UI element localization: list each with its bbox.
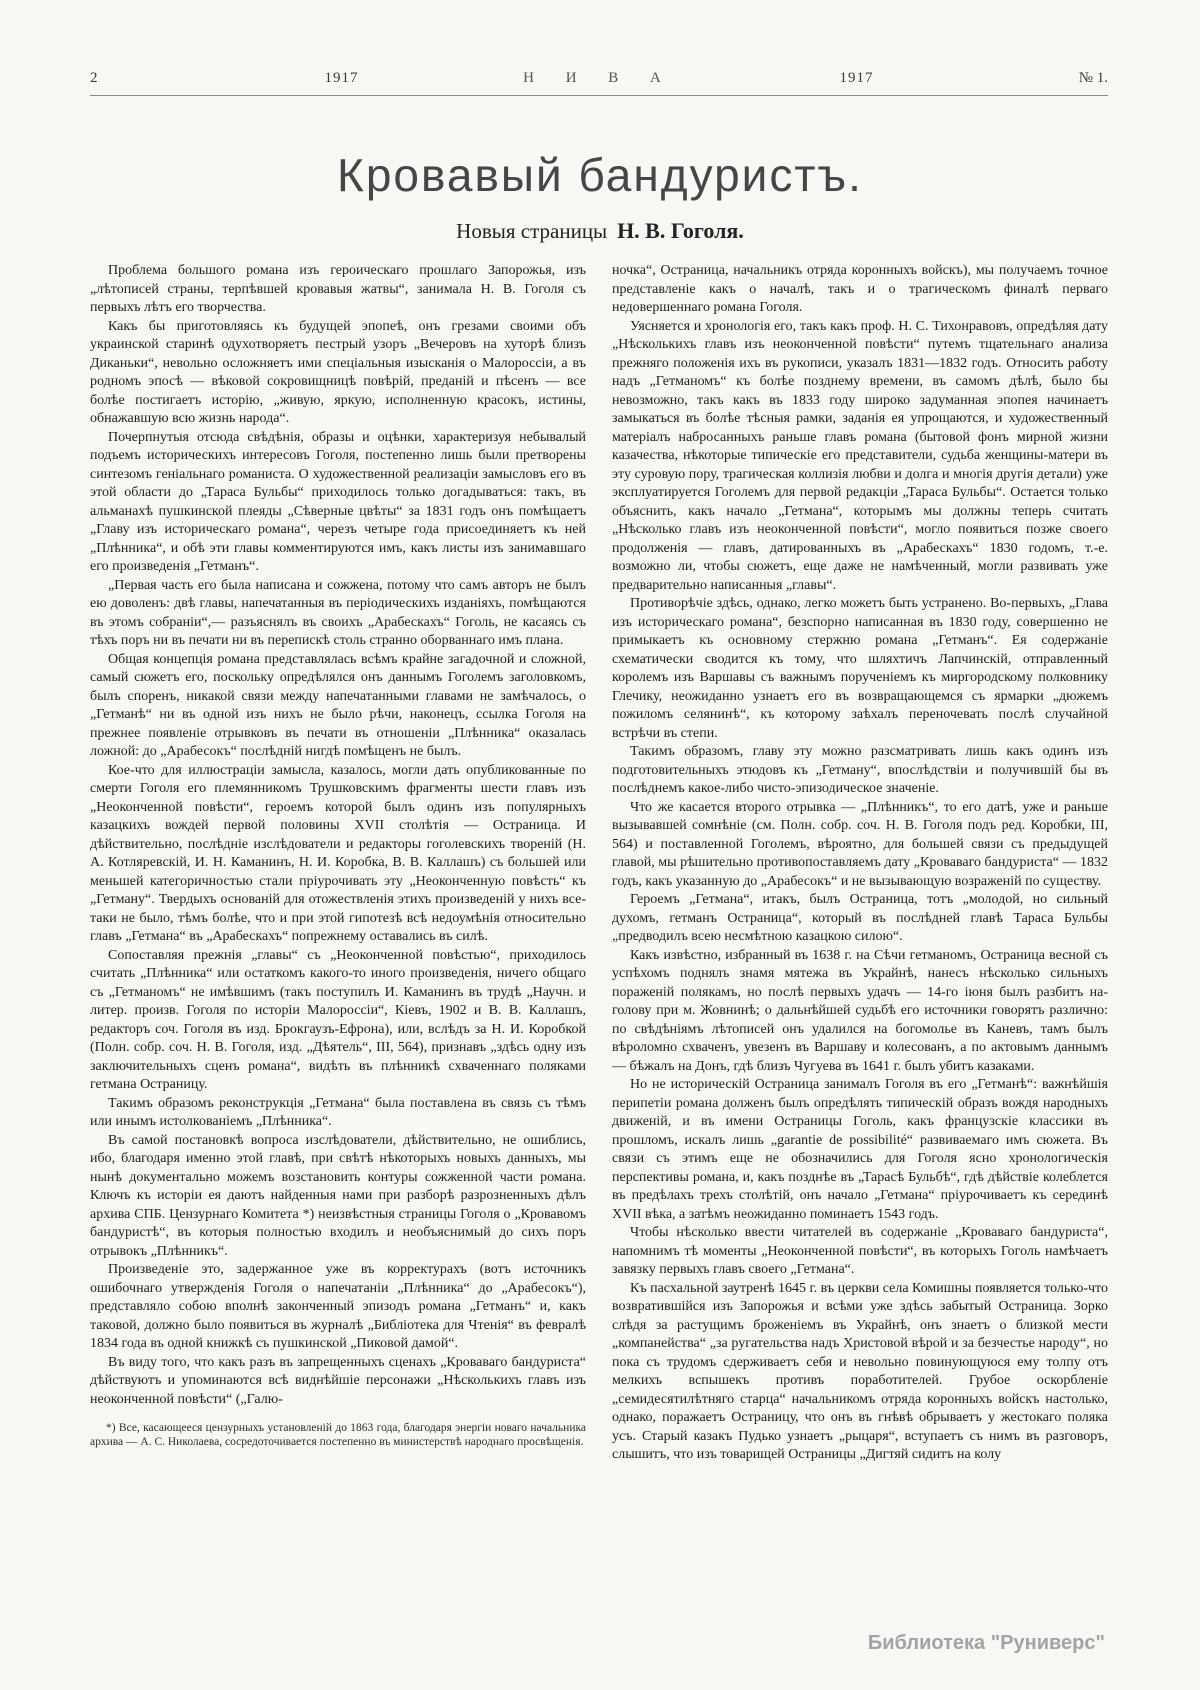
paragraph: Уясняется и хронологія его, такъ какъ проф. Н. С. Тихонравовъ, опредѣляя дату „Нѣсколькихъ главъ изъ неоконченной повѣсти“ путемъ тщательнаго анализа прежняго положенія ихъ въ рукописи, указалъ 1831—1832 годъ. Относить работу надъ „Гетманомъ“ къ болѣе позднему времени, въ самомъ дѣлѣ, было бы невозможно, такъ какъ въ 1833 году широко задуманная эпопея начинаетъ замыкаться въ болѣе тѣсныя рамки, заданія ея упрощаются, и художественный матеріалъ набросанныхъ раньше главъ романа (бытовой фонъ мирной жизни казачества, нѣкоторые типическіе его представители, судьба женщины-матери въ эту суровую пору, трагическая коллизія любви и долга и многія другія детали) уже эксплуатируется Гоголемъ для первой редакціи „Тараса Бульбы“. Остается только объяснить, какъ начало „Гетмана“, которымъ мы должны теперь считать „Нѣсколько главъ изъ неоконченной повѣсти“, могло появиться позже своего продолженія — главъ, датированныхъ въ „Арабескахъ“ 1830 годомъ, т.-е. возможно ли, чтобы сюжетъ, еще даже не намѣченный, могли развивать уже предварительно написанныя „главы“.	[612, 318, 1108, 593]
paragraph: Общая концепція романа представлялась всѣмъ крайне загадочной и сложной, самый сюжетъ его, поскольку опредѣлялся онъ даннымъ Гоголемъ заголовкомъ, былъ споренъ, никакой связи между напечатанными главами не замѣчалось, о „Гетманѣ“ ни въ одной изъ нихъ не было рѣчи, наконецъ, ссылка Гоголя на прежнее появленіе отрывковъ въ печати въ отношеніи „Плѣнника“ оказалась ложной: до „Арабесокъ“ послѣдній нигдѣ помѣщенъ не былъ.	[90, 651, 586, 759]
article-subtitle	[0, 218, 1200, 244]
subtitle-prefix: Новыя страницы	[456, 219, 608, 243]
masthead: Н И В А	[523, 70, 675, 86]
paragraph: Почерпнутыя отсюда свѣдѣнія, образы и оцѣнки, характеризуя небывалый подъемъ историческихъ интересовъ Гоголя, постепенно лишь были претворены синтезомъ геніальнаго романиста. О художественной реализаціи замысловъ его въ этой области до „Тараса Бульбы“ приходилось только догадываться: такъ, въ альманахѣ пушкинской плеяды „Сѣверные цвѣты“ за 1831 годъ онъ помѣщаетъ „Главу изъ историческаго романа“, черезъ четыре года присоединяетъ къ ней „Плѣнника“, и обѣ эти главы комментируются имъ, какъ листы изъ занимавшаго его произведенія „Гетманъ“.	[90, 429, 586, 574]
paragraph: Что же касается второго отрывка — „Плѣнникъ“, то его датѣ, уже и раньше вызывавшей сомнѣніе (см. Полн. собр. соч. Н. В. Гоголя подъ ред. Коробки, III, 564) и поставленной Гоголемъ, вѣроятно, для большей связи съ предыдущей главой, мы рѣшительно противопоставляемъ дату „Кроваваго бандуриста“ — 1832 годъ, какъ указанную до „Арабесокъ“ и не вызывающую возраженій по существу.	[612, 799, 1108, 889]
paragraph: Чтобы нѣсколько ввести читателей въ содержаніе „Кроваваго бандуриста“, напомнимъ тѣ моменты „Неоконченной повѣсти“, въ которыхъ Гоголь намѣчаетъ завязку первыхъ главъ своего „Гетмана“.	[612, 1225, 1108, 1277]
paragraph: Въ самой постановкѣ вопроса изслѣдователи, дѣйствительно, не ошиблись, ибо, благодаря именно этой главѣ, при свѣтѣ нѣкоторыхъ новыхъ данныхъ, мы нынѣ документально можемъ возстановить контуры сожженной части романа. Ключъ къ исторіи ея даютъ найденныя нами при разборѣ разрозненныхъ дѣлъ архива СПБ. Цензурнаго Комитета *) неизвѣстныя страницы Гоголя о „Кровавомъ бандуристѣ“, въ которыя полностью входилъ и необъяснимый до сихъ поръ отрывокъ „Плѣнникъ“.	[90, 1132, 586, 1259]
paragraph: Такимъ образомъ реконструкція „Гетмана“ была поставлена въ связь съ тѣмъ или инымъ истолкованіемъ „Плѣнника“.	[90, 1095, 586, 1129]
year-right: 1917	[839, 70, 874, 86]
paragraph: Но не историческій Остраница занималъ Гоголя въ его „Гетманѣ“: важнѣйшія перипетіи романа долженъ былъ опредѣлять типическій образъ вождя народныхъ движеній, и въ имени Остраницы Гоголь, какъ французскіе классики въ прошломъ, искалъ лишь „garantie de possibilité“ развиваемаго имъ сюжета. Въ связи съ этимъ еще не обозначились для Гоголя ясно хронологическія перспективы романа, и, какъ позднѣе въ „Тарасѣ Бульбѣ“, гдѣ дѣйствіе колеблется въ предѣлахъ трехъ столѣтій, онъ начало „Гетмана“ пріурочиваетъ къ серединѣ XVII вѣка, а затѣмъ неожиданно поминаетъ 1543 годъ.	[612, 1077, 1108, 1222]
right-column	[612, 262, 1108, 1465]
footnote: *) Все, касающееся цензурныхъ установленій до 1863 года, благодаря энергіи новаго начальника архива — А. С. Николаева, сосредоточивается постепенно въ министерствѣ народнаго просвѣщенія.	[90, 1422, 586, 1448]
subtitle-author: Н. В. Гоголя.	[617, 218, 744, 243]
paragraph: Проблема большого романа изъ героическаго прошлаго Запорожья, изъ „лѣтописей страны, терпѣвшей кровавыя жатвы“, занимала Н. В. Гоголя съ первыхъ лѣтъ его творчества.	[90, 263, 586, 315]
article-body	[90, 262, 1108, 1465]
left-column	[90, 262, 586, 1465]
paragraph: Въ виду того, что какъ разъ въ запрещенныхъ сценахъ „Кроваваго бандуриста“ дѣйствуютъ и упоминаются всѣ виднѣйшіе персонажи „Нѣсколькихъ главъ изъ неоконченной повѣсти“ („Галю-	[90, 1354, 586, 1407]
library-watermark: Библиотека "Руниверс"	[867, 1632, 1105, 1654]
paragraph: ночка“, Остраница, начальникъ отряда коронныхъ войскъ), мы получаемъ точное представленіе какъ о началѣ, такъ и о трагическомъ финалѣ перваго недовершеннаго романа Гоголя.	[612, 263, 1108, 315]
paragraph: Какъ бы приготовляясь къ будущей эпопеѣ, онъ грезами своими объ украинской старинѣ одухотворяетъ пестрый узоръ „Вечеровъ на хуторѣ близъ Диканьки“, невольно осложняетъ ими спеціальныя изысканія о Малороссіи, а въ родномъ эпосѣ — вѣковой сокровищницѣ повѣрій, преданій и пѣсенъ — все болѣе постигаетъ исторію, „живую, яркую, исполненную красокъ, истины, обнажавшую всю жизнь народа“.	[90, 318, 586, 426]
page-number: 2	[90, 70, 98, 86]
paragraph: Произведеніе это, задержанное уже въ корректурахъ (вотъ источникъ ошибочнаго утвержденія Гоголя о напечатаніи „Плѣнника“ до „Арабесокъ“), представляло собою вполнѣ законченный эпизодъ романа „Гетманъ“ и, какъ таковой, должно было появиться въ журналѣ „Библіотека для Чтенія“ въ февралѣ 1834 года въ одной книжкѣ съ пушкинской „Пиковой дамой“.	[90, 1262, 586, 1351]
article-title: Кровавый бандуристъ.	[337, 149, 863, 201]
year-left: 1917	[324, 70, 359, 86]
running-head	[90, 70, 1108, 96]
issue-number: № 1.	[1078, 70, 1108, 86]
paragraph: Сопоставляя прежнія „главы“ съ „Неоконченной повѣстью“, приходилось считать „Плѣнника“ или остаткомъ какого-то иного произведенія, ничего общаго съ „Гетманомъ“ не имѣвшимъ (такъ поступилъ И. Каманинъ въ трудѣ „Научн. и литер. произв. Гоголя по исторіи Малороссіи“, Кіевъ, 1902 и В. В. Каллашъ, редакторъ соч. Гоголя въ изд. Брокгаузъ-Ефрона), или, вслѣдъ за Н. И. Коробкой (Полн. собр. соч. Н. В. Гоголя, изд. „Дѣятель“, III, 564), признавъ „здѣсь одну изъ заключительныхъ сценъ романа“, видѣть въ плѣнникѣ схваченнаго поляками гетмана Остраницу.	[90, 947, 586, 1092]
paragraph: Кое-что для иллюстраціи замысла, казалось, могли дать опубликованные по смерти Гоголя его племянникомъ Трушковскимъ фрагменты шести главъ изъ „Неоконченной повѣсти“, героемъ которой былъ одинъ изъ популярныхъ казацкихъ вождей первой половины XVII столѣтія — Остраница. И дѣйствительно, послѣдніе изслѣдователи и редакторы гоголевскихъ твореній (Н. А. Котляревскій, И. Н. Каманинъ, Н. И. Коробка, В. В. Каллашъ) съ большей или меньшей категоричностью стали пріурочивать эту „Неоконченную повѣсть“ къ „Гетману“. Твердыхъ основаній для отожествленія этихъ произведеній у нихъ все-таки не было, тѣмъ болѣе, что и при этой гипотезѣ всѣ недоумѣнія относительно главъ „Гетмана“ въ „Арабескахъ“ попрежнему оставались въ силѣ.	[90, 762, 586, 944]
paragraph: Противорѣчіе здѣсь, однако, легко можетъ быть устранено. Во-первыхъ, „Глава изъ историческаго романа“, безспорно написанная въ 1830 году, совершенно не примыкаетъ къ основному стержню романа „Гетманъ“. Ея содержаніе схематически сводится къ тому, что шляхтичъ Лапчинскій, отправленный королемъ изъ Варшавы съ важнымъ порученіемъ къ миргородскому полковнику Глечику, неожиданно узнаетъ его въ возвращающемся съ ярмарки „дюжемъ пожиломъ селянинѣ“, къ которому заѣхалъ переночевать послѣ случайной встрѣчи въ степи.	[612, 596, 1108, 741]
paragraph: Героемъ „Гетмана“, итакъ, былъ Остраница, тотъ „молодой, но сильный духомъ, гетманъ Остраница“, который въ послѣдней главѣ Тараса Бульбы „предводилъ всею несмѣтною казацкою силою“.	[612, 892, 1108, 944]
paragraph: Такимъ образомъ, главу эту можно разсматривать лишь какъ одинъ изъ подготовительныхъ этюдовъ къ „Гетману“, впослѣдствіи и получившій бы въ послѣднемъ какое-либо чисто-эпизодическое значеніе.	[612, 744, 1108, 796]
paragraph: Какъ извѣстно, избранный въ 1638 г. на Сѣчи гетманомъ, Остраница весной съ успѣхомъ поднялъ знамя мятежа въ Украйнѣ, нанесъ нѣсколько сильныхъ пораженій полякамъ, но послѣ первыхъ удачъ — 14-го іюня былъ разбитъ на-голову при м. Жовнинѣ; о дальнѣйшей судьбѣ его источники говорятъ различно: по свѣдѣніямъ лѣтописей онъ удалился на богомолье въ Каневъ, тамъ былъ вѣроломно схваченъ, увезенъ въ Варшаву и колесованъ, а по актовымъ даннымъ — бѣжалъ на Донъ, гдѣ близъ Чугуева въ 1641 г. былъ убитъ казаками.	[612, 947, 1108, 1074]
paragraph: Къ пасхальной заутренѣ 1645 г. въ церкви села Комишны появляется только-что возвратившійся изъ Запорожья и всѣми уже здѣсь забытый Остраница. Зорко слѣдя за растущимъ броженіемъ въ Украйнѣ, онъ знаетъ о близкой мести „компанейства“ „за ругательства надъ Христовой вѣрой и за безчестье народу“, но пока съ трудомъ сдерживаетъ себя и невольно повинующуюся ему толпу отъ мелкихъ вспышекъ противъ поработителей. Грубое оскорбленіе „семидесятилѣтняго старца“ начальникомъ отряда коронныхъ войскъ настолько, однако, поражаетъ Остраницу, что онъ въ гнѣвѣ обрываетъ у жестокаго поляка усъ. Старый казакъ Пудько узнаетъ „рыцаря“, вступаетъ съ нимъ въ разговоръ, слышитъ, что изъ товарищей Остраницы „Дигтяй сидитъ на колу	[612, 1280, 1108, 1462]
paragraph: „Первая часть его была написана и сожжена, потому что самъ авторъ не былъ ею доволенъ: двѣ главы, напечатанныя въ періодическихъ изданіяхъ, помѣщаются въ этомъ собраніи“,— разъяснялъ въ своихъ „Арабескахъ“ Гоголь, не касаясь съ тѣхъ поръ ни въ печати ни въ перепискѣ столь странно оборваннаго имъ плана.	[90, 577, 586, 648]
